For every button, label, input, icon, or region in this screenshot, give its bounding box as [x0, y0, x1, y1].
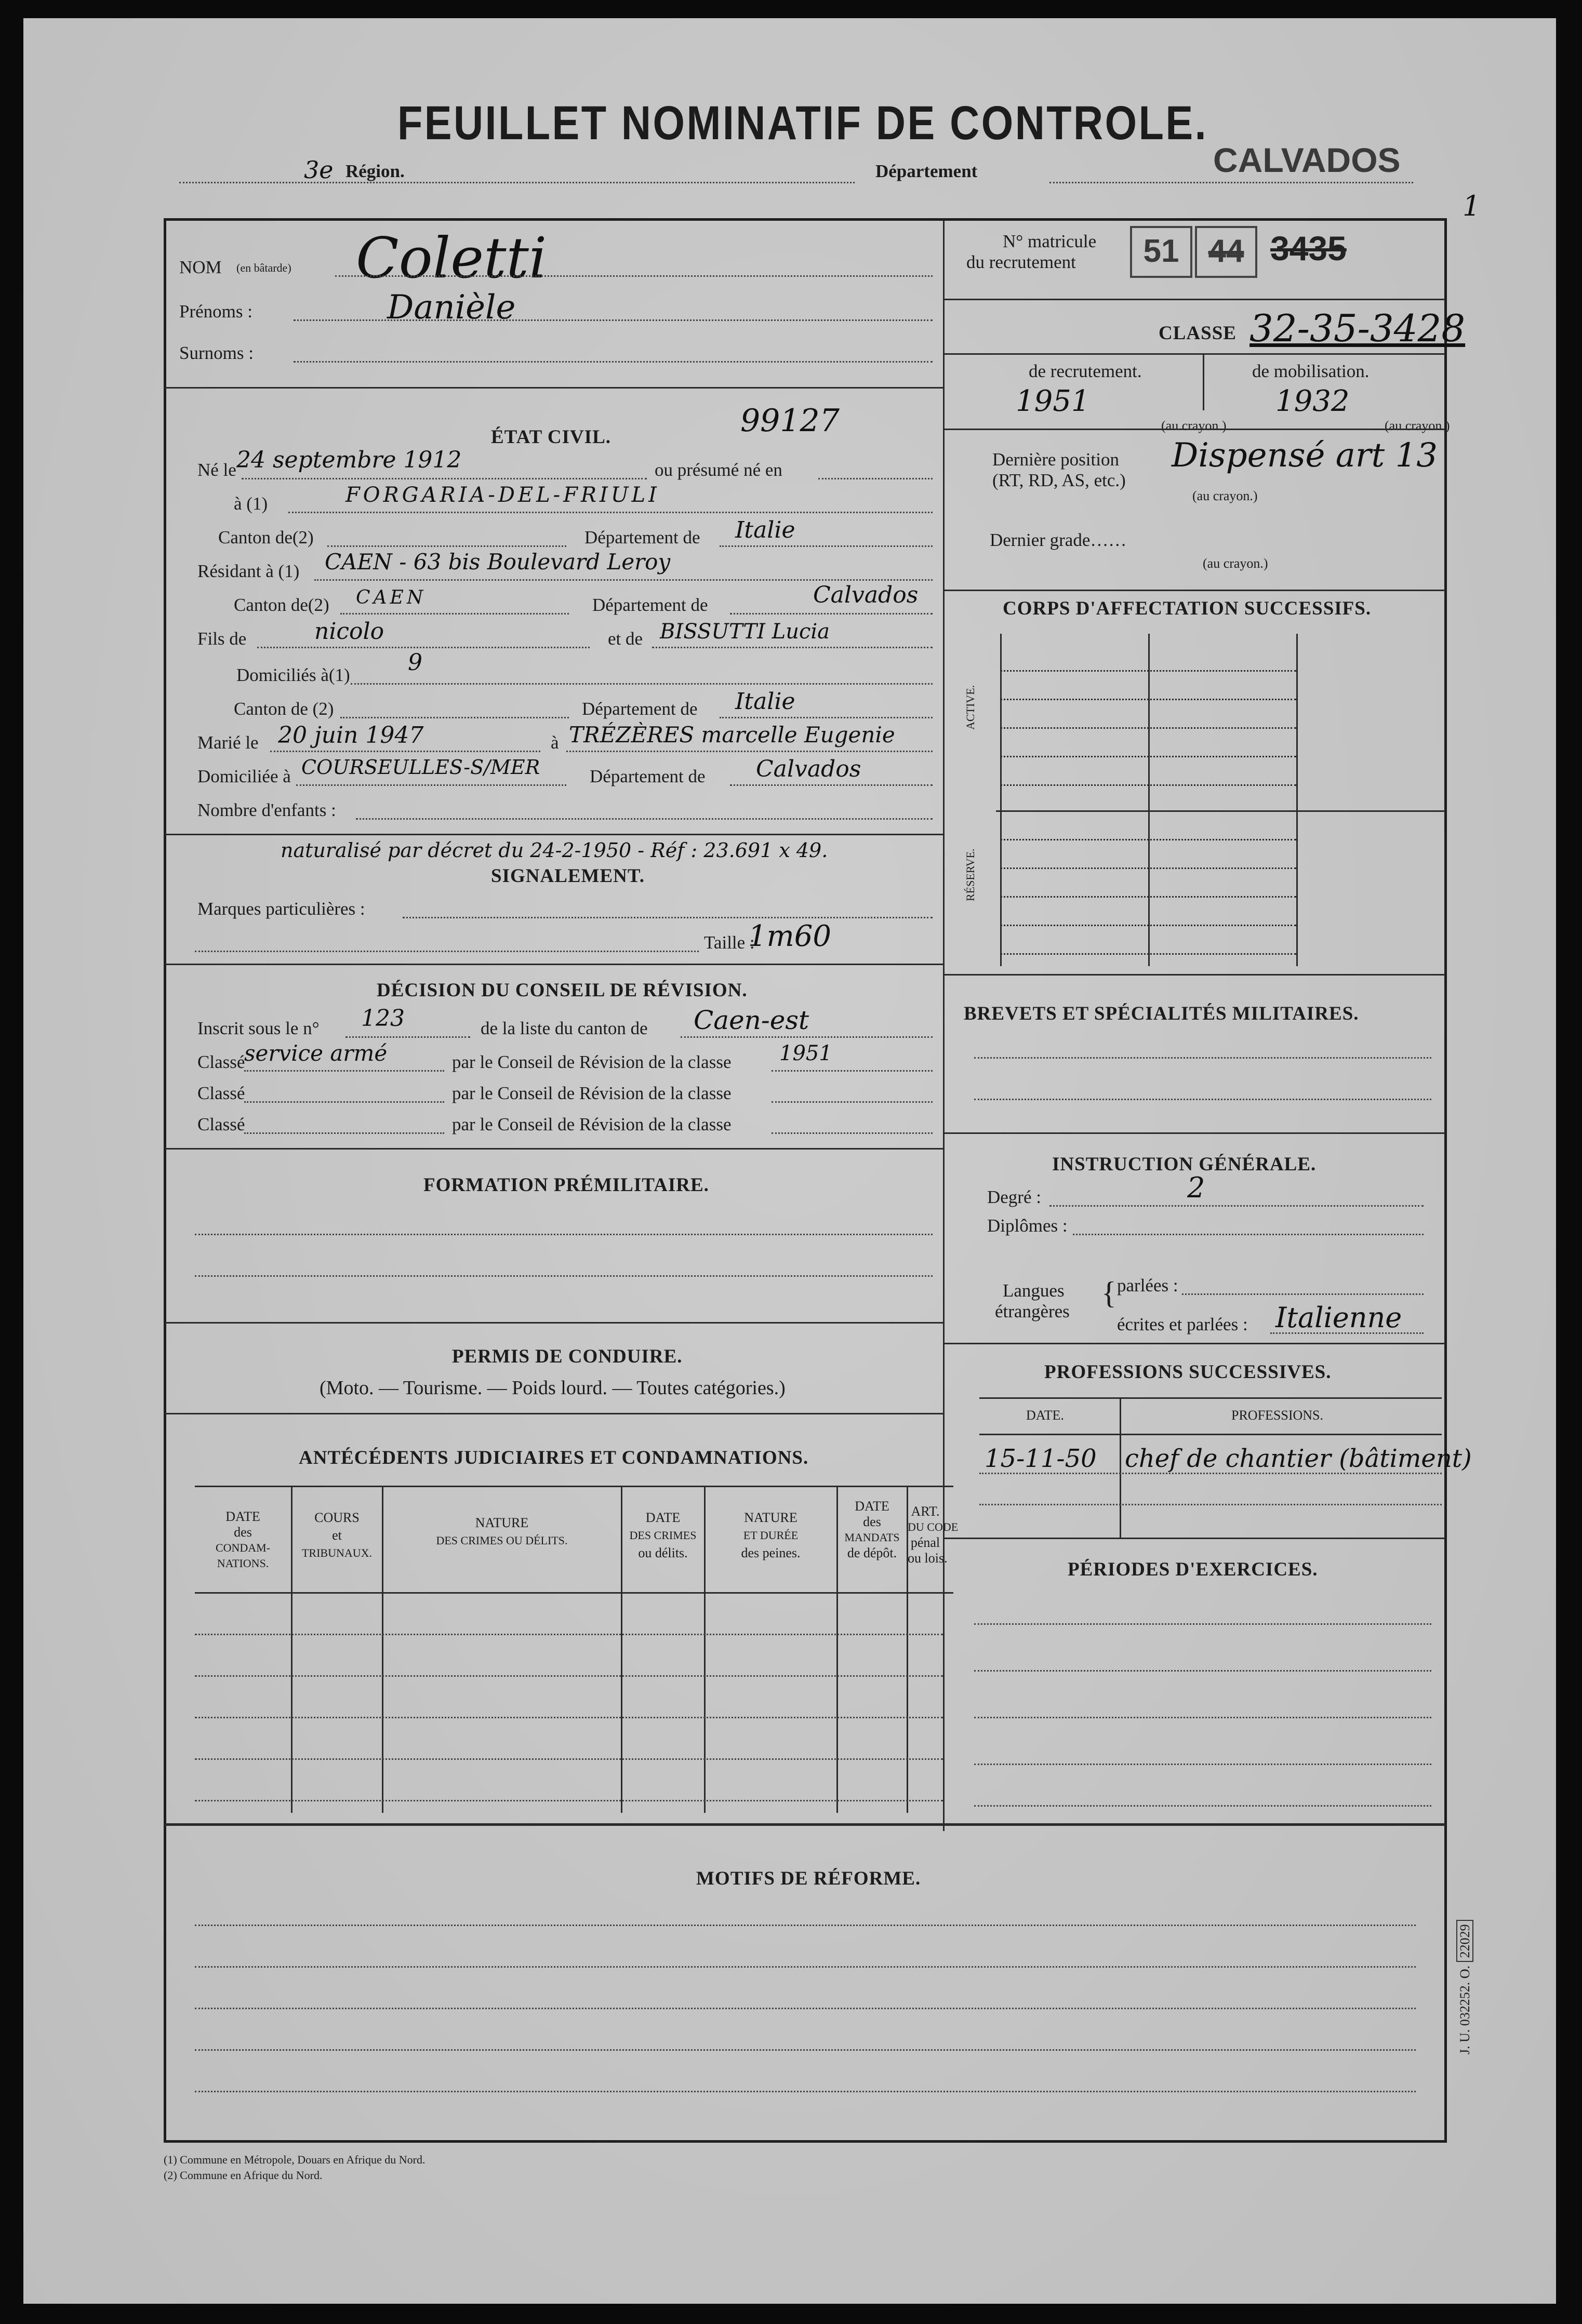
ant-h6-l4: ou lois. — [908, 1551, 948, 1566]
etat-civil-ref: 99127 — [740, 403, 840, 439]
ant-h0-l3: CONDAM- — [215, 1541, 271, 1554]
naturalise-note: naturalisé par décret du 24-2-1950 - Réf : 23.691 x 49. — [281, 839, 828, 862]
langues-label-2: étrangères — [995, 1301, 1070, 1321]
brevets-line-2 — [974, 1099, 1431, 1100]
ant-h3-l2: DES CRIMES — [629, 1529, 697, 1542]
classe-divider — [944, 353, 1445, 355]
ant-h1-l1: COURS — [314, 1510, 360, 1525]
ne-a-label: à (1) — [234, 493, 268, 514]
prof-date-value: 15-11-50 — [985, 1444, 1097, 1473]
prof-row-2 — [979, 1504, 1442, 1505]
canton3-label: Canton de (2) — [234, 699, 334, 719]
marie-a-value: TRÉZÈRES marcelle Eugenie — [569, 722, 895, 747]
ant-row-4 — [195, 1758, 943, 1760]
diplomes-label: Diplômes : — [987, 1216, 1068, 1236]
matricule-box-2: 44 — [1195, 226, 1257, 278]
professions-heading: PROFESSIONS SUCCESSIVES. — [1044, 1361, 1332, 1383]
derniere-position-value: Dispensé art 13 — [1172, 436, 1438, 475]
ant-header-art — [908, 1504, 959, 1566]
canton-line — [327, 545, 566, 547]
ant-row-3 — [195, 1717, 943, 1718]
revision-heading: DÉCISION DU CONSEIL DE RÉVISION. — [377, 980, 748, 1001]
ant-h4-l1: NATURE — [744, 1510, 797, 1525]
fils-de-value: nicolo — [314, 618, 384, 645]
professions-divider — [944, 1538, 1445, 1539]
enfants-line — [356, 818, 933, 820]
position-crayon: (au crayon.) — [1192, 488, 1258, 503]
ant-h5-l3: MANDATS — [844, 1531, 900, 1544]
ant-h3-l1: DATE — [645, 1510, 681, 1525]
departement4-value: Calvados — [756, 756, 861, 782]
active-row-3 — [1000, 727, 1296, 729]
permis-heading: PERMIS DE CONDUIRE. — [452, 1346, 683, 1367]
marie-a-line — [566, 751, 933, 752]
residant-value: CAEN - 63 bis Boulevard Leroy — [325, 549, 671, 575]
canton2-line — [340, 613, 569, 615]
reserve-row-5 — [1000, 953, 1296, 955]
brevets-heading: BREVETS ET SPÉCIALITÉS MILITAIRES. — [964, 1003, 1359, 1024]
diplomes-line — [1073, 1234, 1424, 1235]
parlees-line — [1182, 1293, 1424, 1295]
departement4-label: Département de — [590, 766, 706, 786]
fils-de-line — [257, 647, 590, 648]
ant-h3-l3: ou délits. — [638, 1545, 688, 1560]
domiciliee-line — [296, 784, 566, 786]
parlees-label: parlées : — [1117, 1275, 1178, 1295]
et-de-label: et de — [608, 629, 643, 649]
corps-bottom — [944, 974, 1445, 976]
ecrites-line — [1270, 1332, 1424, 1334]
degre-label: Degré : — [987, 1187, 1041, 1207]
reserve-row-4 — [1000, 925, 1296, 926]
ant-h4-l2: ET DURÉE — [743, 1529, 799, 1542]
reserve-row-1 — [1000, 839, 1296, 840]
formation-divider — [165, 1322, 944, 1324]
prof-row-1 — [979, 1473, 1442, 1474]
active-label: ACTIVE. — [964, 685, 977, 730]
reforme-divider — [165, 1823, 1445, 1826]
mobilisation-label: de mobilisation. — [1252, 361, 1370, 381]
departement-de-label: Département de — [584, 527, 700, 547]
ant-h4-l3: des peines. — [741, 1545, 801, 1560]
matricule-divider — [944, 299, 1445, 300]
ant-h5-l1: DATE — [855, 1499, 889, 1514]
canton2-label: Canton de(2) — [234, 595, 329, 615]
reserve-row-2 — [1000, 867, 1296, 869]
canton-revision-line — [681, 1036, 933, 1038]
domiciliee-value: COURSEULLES-S/MER — [301, 756, 540, 779]
professions-col — [1120, 1397, 1121, 1538]
ant-header-mandats — [837, 1499, 907, 1561]
surnoms-label: Surnoms : — [179, 343, 254, 363]
recrutement-label: de recrutement. — [1029, 361, 1142, 381]
recrutement-crayon: (au crayon.) — [1161, 418, 1227, 433]
region-prefix: 3e — [304, 156, 334, 184]
departement2-label: Département de — [592, 595, 708, 615]
ne-le-line — [242, 478, 647, 479]
ant-row-5 — [195, 1800, 943, 1801]
surnoms-line — [294, 361, 933, 363]
identity-divider — [165, 387, 944, 389]
printer-box: 22029 — [1456, 1920, 1473, 1962]
marie-line — [270, 751, 540, 752]
ant-h2-l1: NATURE — [475, 1515, 529, 1530]
ant-row-2 — [195, 1675, 943, 1677]
marie-value: 20 juin 1947 — [278, 722, 424, 749]
classe-value: 32-35-3428 — [1249, 306, 1466, 350]
classe1-label: Classé — [197, 1052, 245, 1072]
active-row-2 — [1000, 699, 1296, 700]
periodes-line-4 — [974, 1764, 1431, 1765]
corps-divider — [944, 590, 1445, 591]
ne-le-label: Né le — [197, 460, 236, 480]
antecedents-header-bottom — [195, 1592, 953, 1594]
residant-label: Résidant à (1) — [197, 561, 300, 581]
reforme-line-4 — [195, 2049, 1416, 2051]
periodes-line-5 — [974, 1805, 1431, 1807]
prof-header: PROFESSIONS. — [1231, 1408, 1324, 1423]
departement3-label: Département de — [582, 699, 698, 719]
degre-value: 2 — [1187, 1171, 1205, 1204]
marques-line-2 — [195, 951, 699, 952]
presume-label: ou présumé né en — [655, 460, 782, 480]
liste-label: de la liste du canton de — [481, 1018, 648, 1038]
instruction-divider — [944, 1343, 1445, 1344]
prenoms-label: Prénoms : — [179, 301, 252, 322]
reserve-row-3 — [1000, 896, 1296, 898]
classe2-year-line — [772, 1101, 933, 1103]
brevets-line-1 — [974, 1057, 1431, 1059]
reforme-line-1 — [195, 1925, 1416, 1926]
antecedents-heading: ANTÉCÉDENTS JUDICIAIRES ET CONDAMNATIONS. — [299, 1447, 809, 1468]
corps-col-2 — [1148, 634, 1150, 966]
corps-heading: CORPS D'AFFECTATION SUCCESSIFS. — [1003, 598, 1372, 619]
langues-label-1: Langues — [1003, 1280, 1065, 1301]
classe2-line — [244, 1101, 444, 1103]
nom-value: Coletti — [356, 226, 547, 291]
ant-h5-l4: de dépôt. — [847, 1545, 897, 1560]
signalement-divider — [165, 964, 944, 965]
departement-de-value: Italie — [735, 517, 795, 543]
ant-row-1 — [195, 1634, 943, 1635]
matricule-label-2: du recrutement — [966, 252, 1076, 272]
marie-label: Marié le — [197, 732, 259, 753]
footnote-2: (2) Commune en Afrique du Nord. — [164, 2169, 323, 2182]
grade-crayon: (au crayon.) — [1203, 556, 1268, 571]
reserve-label: RÉSERVE. — [964, 848, 977, 901]
marie-a-label: à — [551, 732, 559, 753]
marques-label: Marques particulières : — [197, 899, 365, 919]
etat-civil-divider — [165, 834, 944, 835]
periodes-line-1 — [974, 1623, 1431, 1625]
reforme-heading: MOTIFS DE RÉFORME. — [696, 1868, 921, 1889]
periodes-line-3 — [974, 1717, 1431, 1718]
matricule-label-1: N° matricule — [1003, 231, 1097, 251]
ne-a-value: FORGARIA-DEL-FRIULI — [345, 483, 660, 507]
ant-h5-l2: des — [863, 1514, 881, 1529]
langues-brace: { — [1101, 1276, 1116, 1310]
active-row-5 — [1000, 784, 1296, 786]
classe1-year-line — [772, 1070, 933, 1072]
ant-h6-l1: ART. — [911, 1504, 940, 1519]
domicilies-label: Domiciliés à(1) — [236, 665, 350, 685]
departement-label: Département — [875, 161, 978, 181]
classe2-label: Classé — [197, 1083, 245, 1103]
par-conseil-1: par le Conseil de Révision de la classe — [452, 1052, 732, 1072]
ecrites-label: écrites et parlées : — [1117, 1314, 1248, 1334]
periodes-line-2 — [974, 1670, 1431, 1672]
prenoms-value: Danièle — [387, 288, 516, 327]
matricule-box-1: 51 — [1130, 226, 1192, 278]
par-conseil-2: par le Conseil de Révision de la classe — [452, 1083, 732, 1103]
formation-heading: FORMATION PRÉMILITAIRE. — [423, 1174, 709, 1196]
formation-line-2 — [195, 1275, 933, 1277]
antecedents-top — [195, 1486, 953, 1487]
nom-label: NOM — [179, 257, 222, 277]
ant-h2-l2: DES CRIMES OU DÉLITS. — [436, 1534, 568, 1547]
departement4-line — [730, 784, 933, 786]
mobilisation-crayon: (au crayon.) — [1385, 418, 1450, 433]
professions-top — [979, 1397, 1442, 1399]
active-row-1 — [1000, 670, 1296, 672]
ecrites-value: Italienne — [1275, 1301, 1402, 1334]
active-row-4 — [1000, 756, 1296, 757]
ne-a-line — [288, 512, 933, 513]
et-de-value: BISSUTTI Lucia — [660, 620, 830, 644]
departement-stamp: CALVADOS — [1213, 141, 1401, 179]
departement-de-line — [720, 545, 933, 547]
classe3-year-line — [772, 1132, 933, 1134]
canton-revision-value: Caen-est — [694, 1005, 809, 1035]
inscrit-line — [345, 1036, 470, 1038]
revision-divider — [165, 1148, 944, 1150]
inscrit-value: 123 — [361, 1005, 405, 1032]
taille-value: 1m60 — [748, 919, 831, 953]
instruction-heading: INSTRUCTION GÉNÉRALE. — [1052, 1154, 1317, 1175]
fils-de-label: Fils de — [197, 629, 247, 649]
printer-mark — [1457, 1920, 1473, 2054]
taille-label: Taille : — [704, 932, 755, 953]
page-title: FEUILLET NOMINATIF DE CONTROLE. — [397, 97, 1208, 150]
classe-split — [1203, 353, 1204, 410]
nom-sub-label: (en bâtarde) — [236, 261, 291, 274]
domicilies-value: 9 — [408, 649, 422, 676]
marques-line — [403, 917, 933, 918]
presume-line — [818, 478, 933, 479]
ant-h1-l2: et — [332, 1528, 342, 1543]
position-divider — [944, 429, 1445, 430]
corner-mark: 1 — [1463, 190, 1481, 222]
departement3-value: Italie — [735, 688, 795, 715]
corps-col-1 — [1000, 634, 1002, 966]
permis-options-text: Moto. — Tourisme. — Poids lourd. — Toutes catégories. — [326, 1377, 779, 1399]
classe1-line — [244, 1070, 444, 1072]
reforme-line-5 — [195, 2091, 1416, 2092]
recrutement-value: 1951 — [1016, 384, 1090, 418]
departement3-line — [720, 717, 933, 718]
residant-line — [314, 579, 933, 581]
permis-divider — [165, 1413, 944, 1414]
departement2-line — [730, 613, 933, 615]
mobilisation-value: 1932 — [1275, 384, 1350, 418]
ant-h6-l2: DU CODE — [908, 1520, 959, 1533]
classe-label: CLASSE — [1159, 323, 1237, 344]
ant-h0-l2: des — [234, 1525, 252, 1540]
departement-line — [1049, 182, 1413, 183]
ant-header-date-crimes — [622, 1509, 704, 1562]
classe3-label: Classé — [197, 1114, 245, 1134]
formation-line-1 — [195, 1234, 933, 1235]
ne-le-value: 24 septembre 1912 — [236, 447, 462, 473]
reforme-line-3 — [195, 2008, 1416, 2009]
document-sheet — [23, 18, 1556, 2304]
footnote-1: (1) Commune en Métropole, Douars en Afrique du Nord. — [164, 2153, 426, 2166]
ant-h1-l3: TRIBUNAUX. — [301, 1546, 373, 1559]
reforme-line-2 — [195, 1966, 1416, 1968]
inscrit-label: Inscrit sous le n° — [197, 1018, 320, 1038]
dernier-grade-label: Dernier grade…… — [990, 530, 1127, 550]
enfants-label: Nombre d'enfants : — [197, 800, 336, 820]
ant-header-cours — [292, 1509, 382, 1562]
permis-options: (Moto. — Tourisme. — Poids lourd. — Toutes catégories.) — [320, 1377, 786, 1399]
derniere-position-label-2: (RT, RD, AS, etc.) — [992, 470, 1126, 490]
derniere-position-label-1: Dernière position — [992, 449, 1119, 470]
prof-date-header: DATE. — [1026, 1408, 1064, 1423]
ant-header-date — [195, 1509, 291, 1571]
degre-line — [1049, 1205, 1424, 1207]
prenoms-line — [294, 319, 933, 321]
region-label: Région. — [345, 161, 405, 181]
ant-h6-l3: pénal — [910, 1535, 940, 1550]
corps-col-3 — [1296, 634, 1298, 966]
ant-header-nature — [383, 1514, 621, 1550]
column-divider — [943, 221, 945, 1831]
etat-civil-heading: ÉTAT CIVIL. — [491, 426, 611, 448]
domiciliee-label: Domiciliée à — [197, 766, 291, 786]
nom-line — [335, 275, 933, 277]
canton2-value: CAEN — [356, 587, 427, 608]
professions-header-bottom — [979, 1434, 1442, 1435]
classe3-line — [244, 1132, 444, 1134]
active-reserve-divider — [996, 810, 1445, 812]
region-line — [179, 182, 855, 183]
signalement-heading: SIGNALEMENT. — [491, 865, 645, 887]
canton3-line — [340, 717, 569, 718]
brevets-divider — [944, 1132, 1445, 1134]
canton-label: Canton de(2) — [218, 527, 314, 547]
domicilies-line — [351, 683, 933, 685]
et-de-line — [652, 647, 933, 648]
classe1-year: 1951 — [779, 1041, 832, 1065]
ant-h0-l4: NATIONS. — [217, 1557, 269, 1570]
par-conseil-3: par le Conseil de Révision de la classe — [452, 1114, 732, 1134]
prof-value: chef de chantier (bâtiment) — [1125, 1444, 1472, 1473]
periodes-heading: PÉRIODES D'EXERCICES. — [1068, 1559, 1318, 1580]
matricule-number: 3435 — [1270, 229, 1347, 268]
ant-h0-l1: DATE — [225, 1509, 260, 1524]
departement2-value: Calvados — [813, 582, 919, 608]
classe1-value: service armé — [244, 1040, 388, 1066]
ant-header-peines — [705, 1509, 836, 1562]
printer-code: J. U. 032252. O. — [1457, 1965, 1472, 2054]
